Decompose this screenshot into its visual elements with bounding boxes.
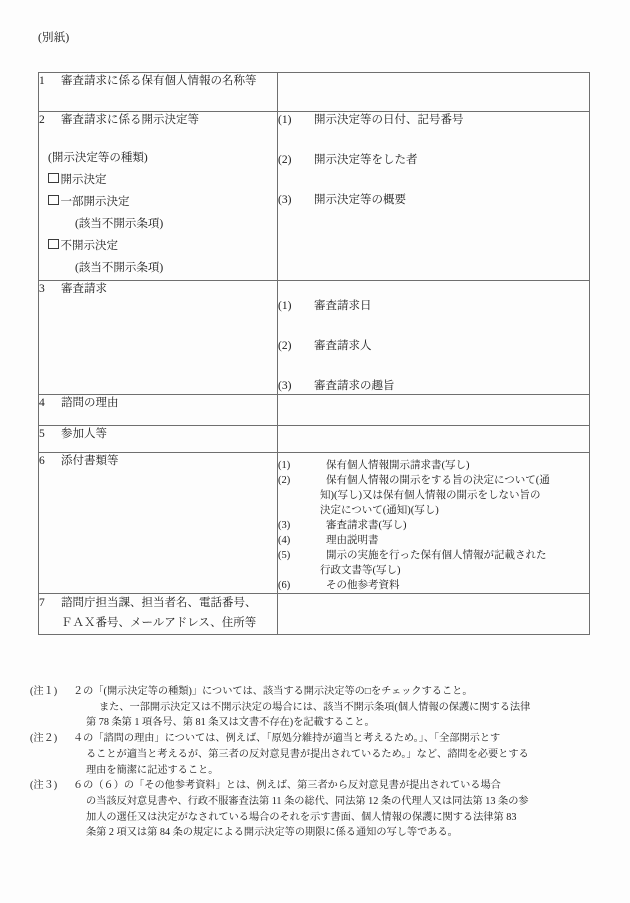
- row-3-subitem-list: [278, 298, 589, 394]
- footnote-line: 加人の選任又は決定がなされている場合のそれを示す書面、個人情報の保護に関する法律第 83: [86, 811, 517, 823]
- row-6-entry-cell[interactable]: [278, 453, 590, 594]
- footnote-line: の当該反対意見書や、行政不服審査法第 11 条の総代、同法第 12 条の代理人又は同法第 13 条の参: [86, 795, 529, 807]
- list-item-continuation: [278, 564, 589, 579]
- list-item: [278, 112, 589, 128]
- list-item-continuation: [278, 504, 589, 519]
- list-item: [278, 579, 589, 594]
- item-label: 添付書類等: [61, 455, 119, 468]
- table-row: [39, 73, 590, 112]
- item-label-line1: 諮問庁担当課、担当者名、電話番号、: [61, 597, 257, 610]
- footnote-1: [30, 684, 608, 731]
- subitem-number: (1): [278, 300, 292, 312]
- row-6-label-cell: [39, 453, 278, 594]
- footnotes: [30, 684, 608, 841]
- footnote-body: [73, 778, 608, 841]
- footnote-line: ４の「諮問の理由」については、例えば、「原処分維持が適当と考えるため。」、「全部開示とす: [73, 733, 501, 745]
- checkbox-label: 一部開示決定: [60, 195, 130, 208]
- footnote-line: 第 78 条第 1 項各号、第 81 条又は文書不存在)を記載すること。: [86, 717, 375, 729]
- list-item: [278, 459, 589, 474]
- row-2-label-cell: [39, 112, 278, 281]
- form-item-heading: [39, 281, 277, 298]
- checkbox-icon[interactable]: [48, 239, 59, 250]
- table-row: [39, 112, 590, 281]
- subitem-number: (2): [278, 340, 292, 353]
- table-row: [39, 453, 590, 594]
- table-row: [39, 281, 590, 395]
- subitem-label: 開示の実施を行った保有個人情報が記載された: [326, 549, 547, 561]
- list-item-continuation: [278, 489, 589, 504]
- item-number: 2: [39, 114, 45, 126]
- row-4-entry-cell[interactable]: [278, 395, 590, 426]
- row-5-entry-cell[interactable]: [278, 426, 590, 453]
- list-item: [278, 519, 589, 534]
- row-7-label-cell: [39, 594, 278, 635]
- subitem-number: (2): [278, 154, 292, 167]
- subitem-label: 理由説明書: [326, 534, 379, 546]
- footnote-line: ることが適当と考えるが、第三者の反対意見書が提出されているため。」など、諮問を必要とする: [86, 748, 529, 760]
- list-item: [278, 152, 589, 168]
- item-label-line2: ＦＡＸ番号、メールアドレス、住所等: [61, 617, 257, 630]
- subitem-number: (1): [278, 460, 291, 472]
- item-label: 審査請求に係る開示決定等: [61, 114, 199, 126]
- subitem-number: (5): [278, 549, 291, 561]
- item-label: 審査請求: [61, 283, 107, 295]
- subitem-label: 審査請求書(写し): [326, 519, 407, 531]
- subitem-label: 審査請求日: [314, 300, 372, 312]
- subitem-number: (2): [278, 475, 291, 487]
- footnote-tag: (注２): [30, 733, 58, 745]
- list-item: [278, 378, 589, 394]
- subitem-number: (4): [278, 534, 291, 546]
- subitem-label-continued: 知)(写し)又は保有個人情報の開示をしない旨の: [320, 490, 541, 502]
- item-label: 諮問の理由: [61, 397, 119, 410]
- kind-sub-note-fukaiji: (該当不開示条項): [75, 262, 164, 275]
- footnote-line: また、一部開示決定又は不開示決定の場合には、該当不開示条項(個人情報の保護に関する法律: [99, 701, 531, 713]
- form-item-heading: [39, 453, 277, 470]
- item-number: 7: [39, 597, 45, 610]
- footnote-tag: (注１): [30, 686, 58, 697]
- footnote-3: [30, 778, 608, 841]
- subitem-label: 審査請求の趣旨: [314, 380, 395, 393]
- row-3-entry-cell[interactable]: [278, 281, 590, 395]
- checkbox-icon[interactable]: [48, 195, 59, 206]
- footnote-2: [30, 731, 608, 778]
- subitem-label: その他参考資料: [326, 579, 400, 591]
- checkbox-option-fukaiji[interactable]: [39, 235, 277, 257]
- row-7-entry-cell[interactable]: [278, 594, 590, 635]
- list-item: [278, 192, 589, 208]
- table-row: [39, 395, 590, 426]
- form-item-heading: [39, 395, 277, 412]
- subitem-label: 開示決定等の日付、記号番号: [314, 114, 464, 126]
- sheet-label: (別紙): [38, 32, 70, 44]
- footnote-body: [73, 731, 608, 778]
- checkbox-label: 不開示決定: [60, 239, 118, 252]
- disclosure-decision-kind-group: [39, 147, 277, 279]
- list-item: [278, 549, 589, 564]
- table-row: [39, 426, 590, 453]
- subitem-number: (6): [278, 579, 291, 591]
- list-item: [278, 474, 589, 489]
- subitem-label: 審査請求人: [314, 340, 372, 353]
- item-number: 4: [39, 397, 45, 410]
- form-item-heading: [39, 426, 277, 443]
- item-number: 3: [39, 283, 45, 295]
- subitem-number: (3): [278, 380, 292, 393]
- row-3-label-cell: [39, 281, 278, 395]
- item-number: 6: [39, 455, 45, 468]
- checkbox-option-kaiji[interactable]: [39, 169, 277, 191]
- form-item-heading: [39, 73, 277, 90]
- list-item: [278, 298, 589, 314]
- list-item: [278, 534, 589, 549]
- consultation-form-table: [38, 72, 590, 635]
- subitem-number: (1): [278, 114, 292, 126]
- form-item-heading: [39, 112, 277, 129]
- attachment-list: [278, 459, 589, 593]
- checkbox-icon[interactable]: [48, 173, 59, 184]
- item-label: 参加人等: [61, 428, 107, 441]
- item-number: 1: [39, 75, 45, 87]
- footnote-line: 条第 2 項又は第 84 条の規定による開示決定等の期限に係る通知の写し等である。: [86, 827, 458, 839]
- row-2-subitem-list: [278, 112, 589, 208]
- row-1-label-cell: [39, 73, 278, 112]
- kind-sub-note-ichibu: (該当不開示条項): [75, 217, 164, 230]
- subitem-label-continued: 行政文書等(写し): [320, 564, 401, 576]
- row-4-label-cell: [39, 395, 278, 426]
- row-5-label-cell: [39, 426, 278, 453]
- item-label: 審査請求に係る保有個人情報の名称等: [61, 75, 257, 87]
- row-2-entry-cell[interactable]: [278, 112, 590, 281]
- subitem-number: (3): [278, 519, 291, 531]
- footnote-line: 理由を簡潔に記述すること。: [86, 764, 219, 776]
- form-item-heading: [39, 594, 277, 634]
- checkbox-option-ichibu-kaiji[interactable]: [39, 191, 277, 213]
- subitem-number: (3): [278, 194, 292, 207]
- subitem-label-continued: 決定について(通知)(写し): [320, 505, 439, 516]
- footnote-tag: (注３): [30, 780, 58, 792]
- footnote-line: ６の（６）の「その他参考資料」とは、例えば、第三者から反対意見書が提出されている場合: [73, 780, 501, 792]
- subitem-label: 保有個人情報の開示をする旨の決定について(通: [326, 475, 550, 487]
- subitem-label: 保有個人情報開示請求書(写し): [326, 460, 470, 472]
- subitem-label: 開示決定等の概要: [314, 194, 406, 207]
- row-1-entry-cell[interactable]: [278, 73, 590, 112]
- kind-group-title: (開示決定等の種類): [48, 151, 148, 164]
- list-item: [278, 338, 589, 354]
- checkbox-label: 開示決定: [60, 173, 107, 186]
- table-row: [39, 594, 590, 635]
- subitem-label: 開示決定等をした者: [314, 154, 418, 167]
- item-number: 5: [39, 428, 45, 441]
- footnote-body: [73, 684, 608, 731]
- footnote-line: ２の「(開示決定等の種類)」については、該当する開示決定等の□をチェックすること。: [73, 686, 473, 697]
